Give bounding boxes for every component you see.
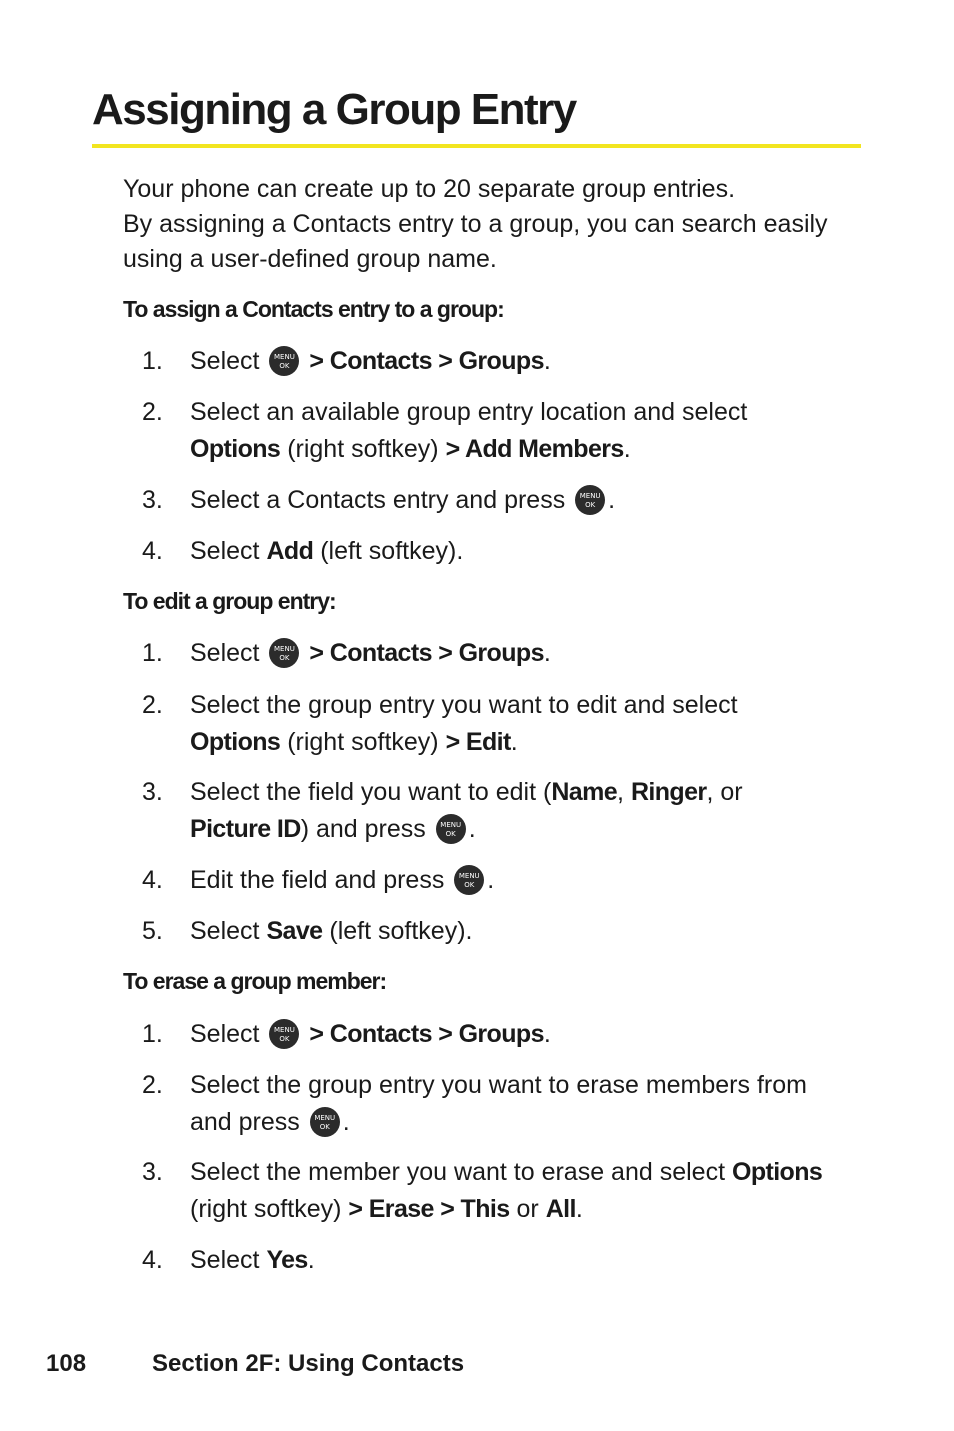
step-text: Edit the field and press MENU OK .: [190, 862, 870, 899]
step-number: 5.: [142, 917, 163, 945]
step-text: Select the group entry you want to erase members from and press MENU OK .: [190, 1067, 870, 1141]
section-label: Section 2F: Using Contacts: [152, 1350, 465, 1377]
step-number: 4.: [142, 1246, 163, 1274]
menu-ok-key-icon: [436, 814, 466, 844]
step-number: 3.: [142, 486, 163, 514]
step-number: 4.: [142, 866, 163, 894]
intro-line: using a user-defined group name.: [123, 245, 497, 273]
menu-ok-key-icon: [269, 346, 299, 376]
title-underline: [92, 144, 861, 148]
step-number: 2.: [142, 1071, 163, 1099]
subheading-erase: To erase a group member:: [123, 968, 387, 994]
step-text: Select a Contacts entry and press MENU OK .: [190, 482, 870, 519]
subheading-edit: To edit a group entry:: [123, 588, 336, 614]
step-text: Select Add (left softkey).: [190, 537, 464, 565]
intro-line: By assigning a Contacts entry to a group, you can search easily: [123, 210, 828, 238]
step-text: Select Save (left softkey).: [190, 917, 473, 945]
step-number: 1.: [142, 1020, 163, 1048]
step-number: 1.: [142, 347, 163, 375]
step-text: Select the field you want to edit (Name, Ringer, or Picture ID) and press MENU OK .: [190, 774, 870, 848]
step-text: Select the member you want to erase and select Options (right softkey) > Erase > This or All.: [190, 1158, 823, 1223]
menu-ok-key-icon: [575, 485, 605, 515]
page-title: Assigning a Group Entry: [92, 85, 576, 134]
menu-ok-key-icon: [310, 1107, 340, 1137]
step-number: 3.: [142, 1158, 163, 1186]
intro-paragraph: [123, 172, 863, 277]
intro-line: Your phone can create up to 20 separate group entries.: [123, 175, 736, 203]
step-text: Select MENU OK > Contacts > Groups.: [190, 1016, 870, 1053]
page-number: 108: [46, 1350, 87, 1377]
menu-ok-key-icon: [269, 1019, 299, 1049]
step-number: 2.: [142, 691, 163, 719]
step-number: 2.: [142, 398, 163, 426]
step-text: Select an available group entry location and select Options (right softkey) > Add Members.: [190, 398, 748, 463]
step-number: 3.: [142, 778, 163, 806]
step-text: Select the group entry you want to edit and select Options (right softkey) > Edit.: [190, 691, 738, 756]
step-number: 4.: [142, 537, 163, 565]
step-text: Select Yes.: [190, 1246, 315, 1274]
step-text: Select MENU OK > Contacts > Groups.: [190, 343, 870, 380]
menu-ok-key-icon: [454, 865, 484, 895]
step-number: 1.: [142, 639, 163, 667]
menu-ok-key-icon: [269, 638, 299, 668]
subheading-assign: To assign a Contacts entry to a group:: [123, 296, 504, 322]
step-text: Select MENU OK > Contacts > Groups.: [190, 635, 870, 672]
